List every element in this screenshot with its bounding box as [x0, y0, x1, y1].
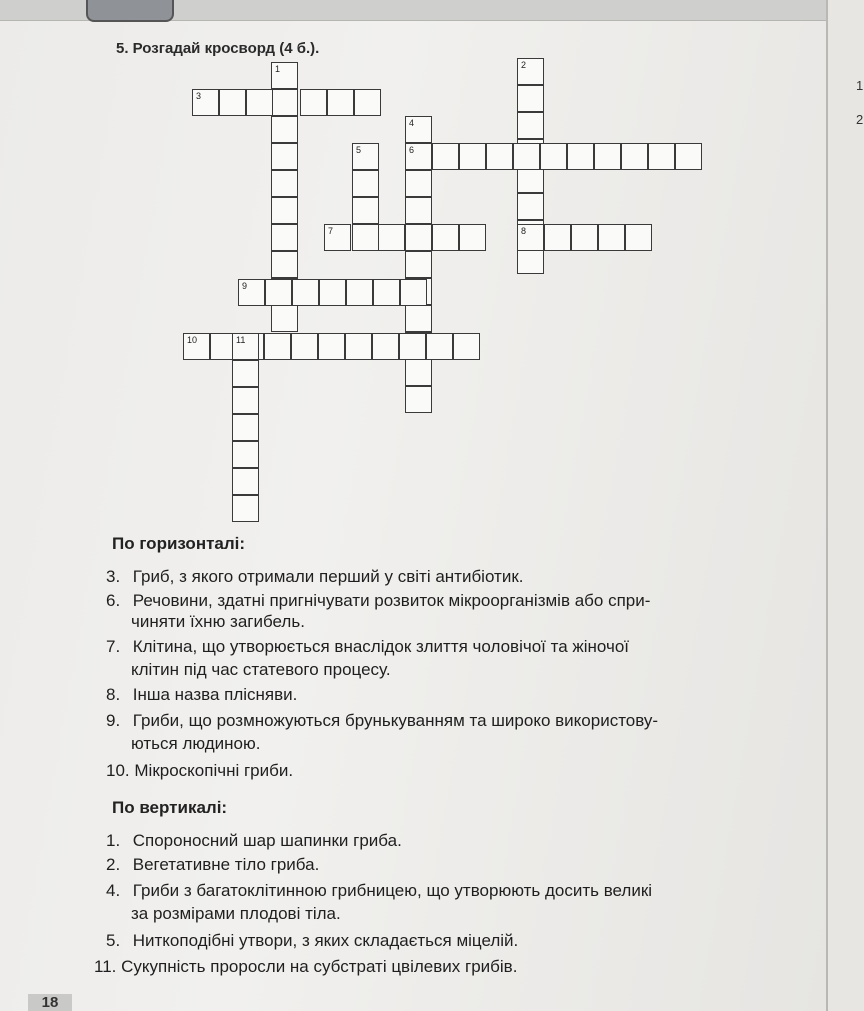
crossword-cell-number: 1 [275, 64, 281, 74]
crossword-cell[interactable] [327, 89, 354, 116]
crossword-cell-number: 9 [242, 281, 248, 291]
clue-h7-cont: клітин під час статевого процесу. [131, 660, 391, 679]
facing-page-number: 2 [856, 112, 864, 127]
clue-text: Ниткоподібні утвори, з яких складається міцелій. [132, 931, 519, 950]
crossword-cell[interactable] [352, 224, 379, 251]
crossword-cell[interactable] [372, 333, 399, 360]
crossword-cell[interactable] [571, 224, 598, 251]
crossword-cell[interactable] [219, 89, 246, 116]
clue-h6 [106, 590, 650, 612]
crossword-cell[interactable] [517, 166, 544, 193]
crossword-cell[interactable] [232, 495, 259, 522]
crossword-cell[interactable] [405, 359, 432, 386]
task-title: 5. Розгадай кросворд (4 б.). [116, 40, 320, 57]
crossword-cell[interactable] [271, 251, 298, 278]
crossword-cell[interactable] [517, 247, 544, 274]
crossword-cell[interactable] [264, 333, 291, 360]
clue-number: 9. [106, 711, 121, 730]
clue-h6-cont: чиняти їхню загибель. [131, 612, 305, 631]
clue-number: 3. [106, 567, 121, 586]
crossword-cell[interactable] [345, 333, 372, 360]
crossword-cell-number: 6 [409, 145, 415, 155]
clue-text: Мікроскопічні гриби. [134, 761, 294, 780]
crossword-cell[interactable] [271, 116, 298, 143]
crossword-cell[interactable] [319, 279, 346, 306]
crossword-cell-number: 2 [521, 60, 527, 70]
crossword-cell[interactable] [621, 143, 648, 170]
crossword-cell[interactable] [346, 279, 373, 306]
crossword-cell[interactable] [271, 197, 298, 224]
crossword-cell-number: 3 [196, 91, 202, 101]
crossword-cell[interactable] [486, 143, 513, 170]
crossword-cell[interactable] [567, 143, 594, 170]
crossword-cell[interactable] [598, 224, 625, 251]
clue-number: 10. [106, 761, 130, 780]
clue-v1 [106, 830, 402, 852]
crossword-cell[interactable] [517, 85, 544, 112]
clue-text: Речовини, здатні пригнічувати розвиток мікроорганізмів або спри- [132, 591, 651, 610]
crossword-cell[interactable] [232, 414, 259, 441]
crossword-cell[interactable] [271, 305, 298, 332]
crossword-cell[interactable] [544, 224, 571, 251]
crossword-cell[interactable] [400, 279, 427, 306]
clue-text: Клітина, що утворюється внаслідок злиття чоловічої та жіночої [132, 637, 630, 656]
crossword-cell[interactable] [291, 333, 318, 360]
crossword-cell[interactable] [399, 333, 426, 360]
crossword-cell[interactable] [594, 143, 621, 170]
vertical-heading: По вертикалі: [112, 798, 228, 817]
crossword-cell[interactable] [517, 112, 544, 139]
crossword-cell[interactable] [405, 224, 432, 251]
crossword-cell[interactable] [675, 143, 702, 170]
crossword-cell[interactable] [232, 441, 259, 468]
crossword-cell[interactable] [513, 143, 540, 170]
crossword-cell[interactable] [232, 333, 259, 360]
clue-number: 11. [94, 957, 117, 976]
crossword-cell[interactable] [232, 360, 259, 387]
crossword-cell[interactable] [271, 62, 298, 89]
clue-v5 [106, 930, 518, 952]
crossword-cell[interactable] [238, 279, 265, 306]
crossword-cell[interactable] [453, 333, 480, 360]
crossword-cell[interactable] [271, 224, 298, 251]
crossword-cell[interactable] [192, 89, 219, 116]
crossword-cell[interactable] [232, 387, 259, 414]
clue-h3 [106, 566, 523, 588]
crossword-cell[interactable] [405, 386, 432, 413]
crossword-cell[interactable] [246, 89, 273, 116]
crossword-cell[interactable] [373, 279, 400, 306]
clue-v11 [94, 956, 517, 978]
crossword-cell[interactable] [292, 279, 319, 306]
clue-number: 6. [106, 591, 121, 610]
crossword-cell[interactable] [405, 143, 432, 170]
clue-text: Гриби, що розмножуються брунькуванням та широко використову- [132, 711, 659, 730]
clue-v4 [106, 880, 652, 902]
crossword-cell[interactable] [405, 305, 432, 332]
crossword-cell[interactable] [625, 224, 652, 251]
crossword-cell[interactable] [517, 58, 544, 85]
crossword-cell[interactable] [300, 89, 327, 116]
crossword-cell[interactable] [405, 170, 432, 197]
clue-v4-cont: за розмірами плодові тіла. [131, 904, 341, 923]
crossword-cell[interactable] [232, 468, 259, 495]
clue-text: Інша назва плісняви. [132, 685, 298, 704]
clue-h9 [106, 710, 658, 732]
crossword-cell-number: 11 [236, 335, 246, 345]
crossword-cell[interactable] [405, 197, 432, 224]
crossword-cell[interactable] [271, 89, 298, 116]
clue-number: 7. [106, 637, 121, 656]
crossword-cell[interactable] [648, 143, 675, 170]
crossword-cell-number: 4 [409, 118, 415, 128]
crossword-cell[interactable] [271, 170, 298, 197]
crossword-cell[interactable] [459, 224, 486, 251]
crossword-cell[interactable] [405, 116, 432, 143]
crossword-cell[interactable] [432, 224, 459, 251]
crossword-cell[interactable] [426, 333, 453, 360]
clue-text: Сукупність проросли на субстраті цвілевих грибів. [121, 957, 518, 976]
clue-h7 [106, 636, 629, 658]
crossword-cell[interactable] [432, 143, 459, 170]
crossword-cell-number: 10 [187, 335, 198, 345]
facing-page-edge [826, 0, 864, 1011]
crossword-cell-number: 5 [356, 145, 362, 155]
crossword-cell-number: 7 [328, 226, 334, 236]
crossword-cell[interactable] [271, 143, 298, 170]
clue-h9-cont: ються людиною. [131, 734, 261, 753]
horizontal-heading: По горизонталі: [112, 534, 246, 553]
clue-text: Спороносний шар шапинки гриба. [132, 831, 402, 850]
clue-text: Гриби з багатоклітинною грибницею, що утворюють досить великі [132, 881, 653, 900]
crossword-cell[interactable] [183, 333, 210, 360]
crossword-cell[interactable] [352, 197, 379, 224]
clue-number: 2. [106, 855, 121, 874]
clue-number: 1. [106, 831, 121, 850]
clue-text: Вегетативне тіло гриба. [132, 855, 320, 874]
crossword-cell[interactable] [405, 251, 432, 278]
crossword-cell[interactable] [517, 224, 544, 251]
crossword-cell[interactable] [265, 279, 292, 306]
crossword-cell[interactable] [459, 143, 486, 170]
page-number: 18 [28, 994, 72, 1011]
facing-page-number: 1 [856, 78, 864, 93]
clue-v2 [106, 854, 319, 876]
crossword-cell[interactable] [517, 193, 544, 220]
clue-h10 [106, 760, 293, 782]
crossword-cell[interactable] [318, 333, 345, 360]
crossword-cell[interactable] [540, 143, 567, 170]
clue-h8 [106, 684, 297, 706]
crossword-cell[interactable] [352, 170, 379, 197]
crossword-cell[interactable] [378, 224, 405, 251]
crossword-cell[interactable] [324, 224, 351, 251]
clue-text: Гриб, з якого отримали перший у світі антибіотик. [132, 567, 524, 586]
crossword-cell[interactable] [352, 143, 379, 170]
clue-number: 5. [106, 931, 121, 950]
crossword-cell-number: 8 [521, 226, 527, 236]
crossword-cell[interactable] [354, 89, 381, 116]
clue-number: 8. [106, 685, 121, 704]
clue-number: 4. [106, 881, 121, 900]
